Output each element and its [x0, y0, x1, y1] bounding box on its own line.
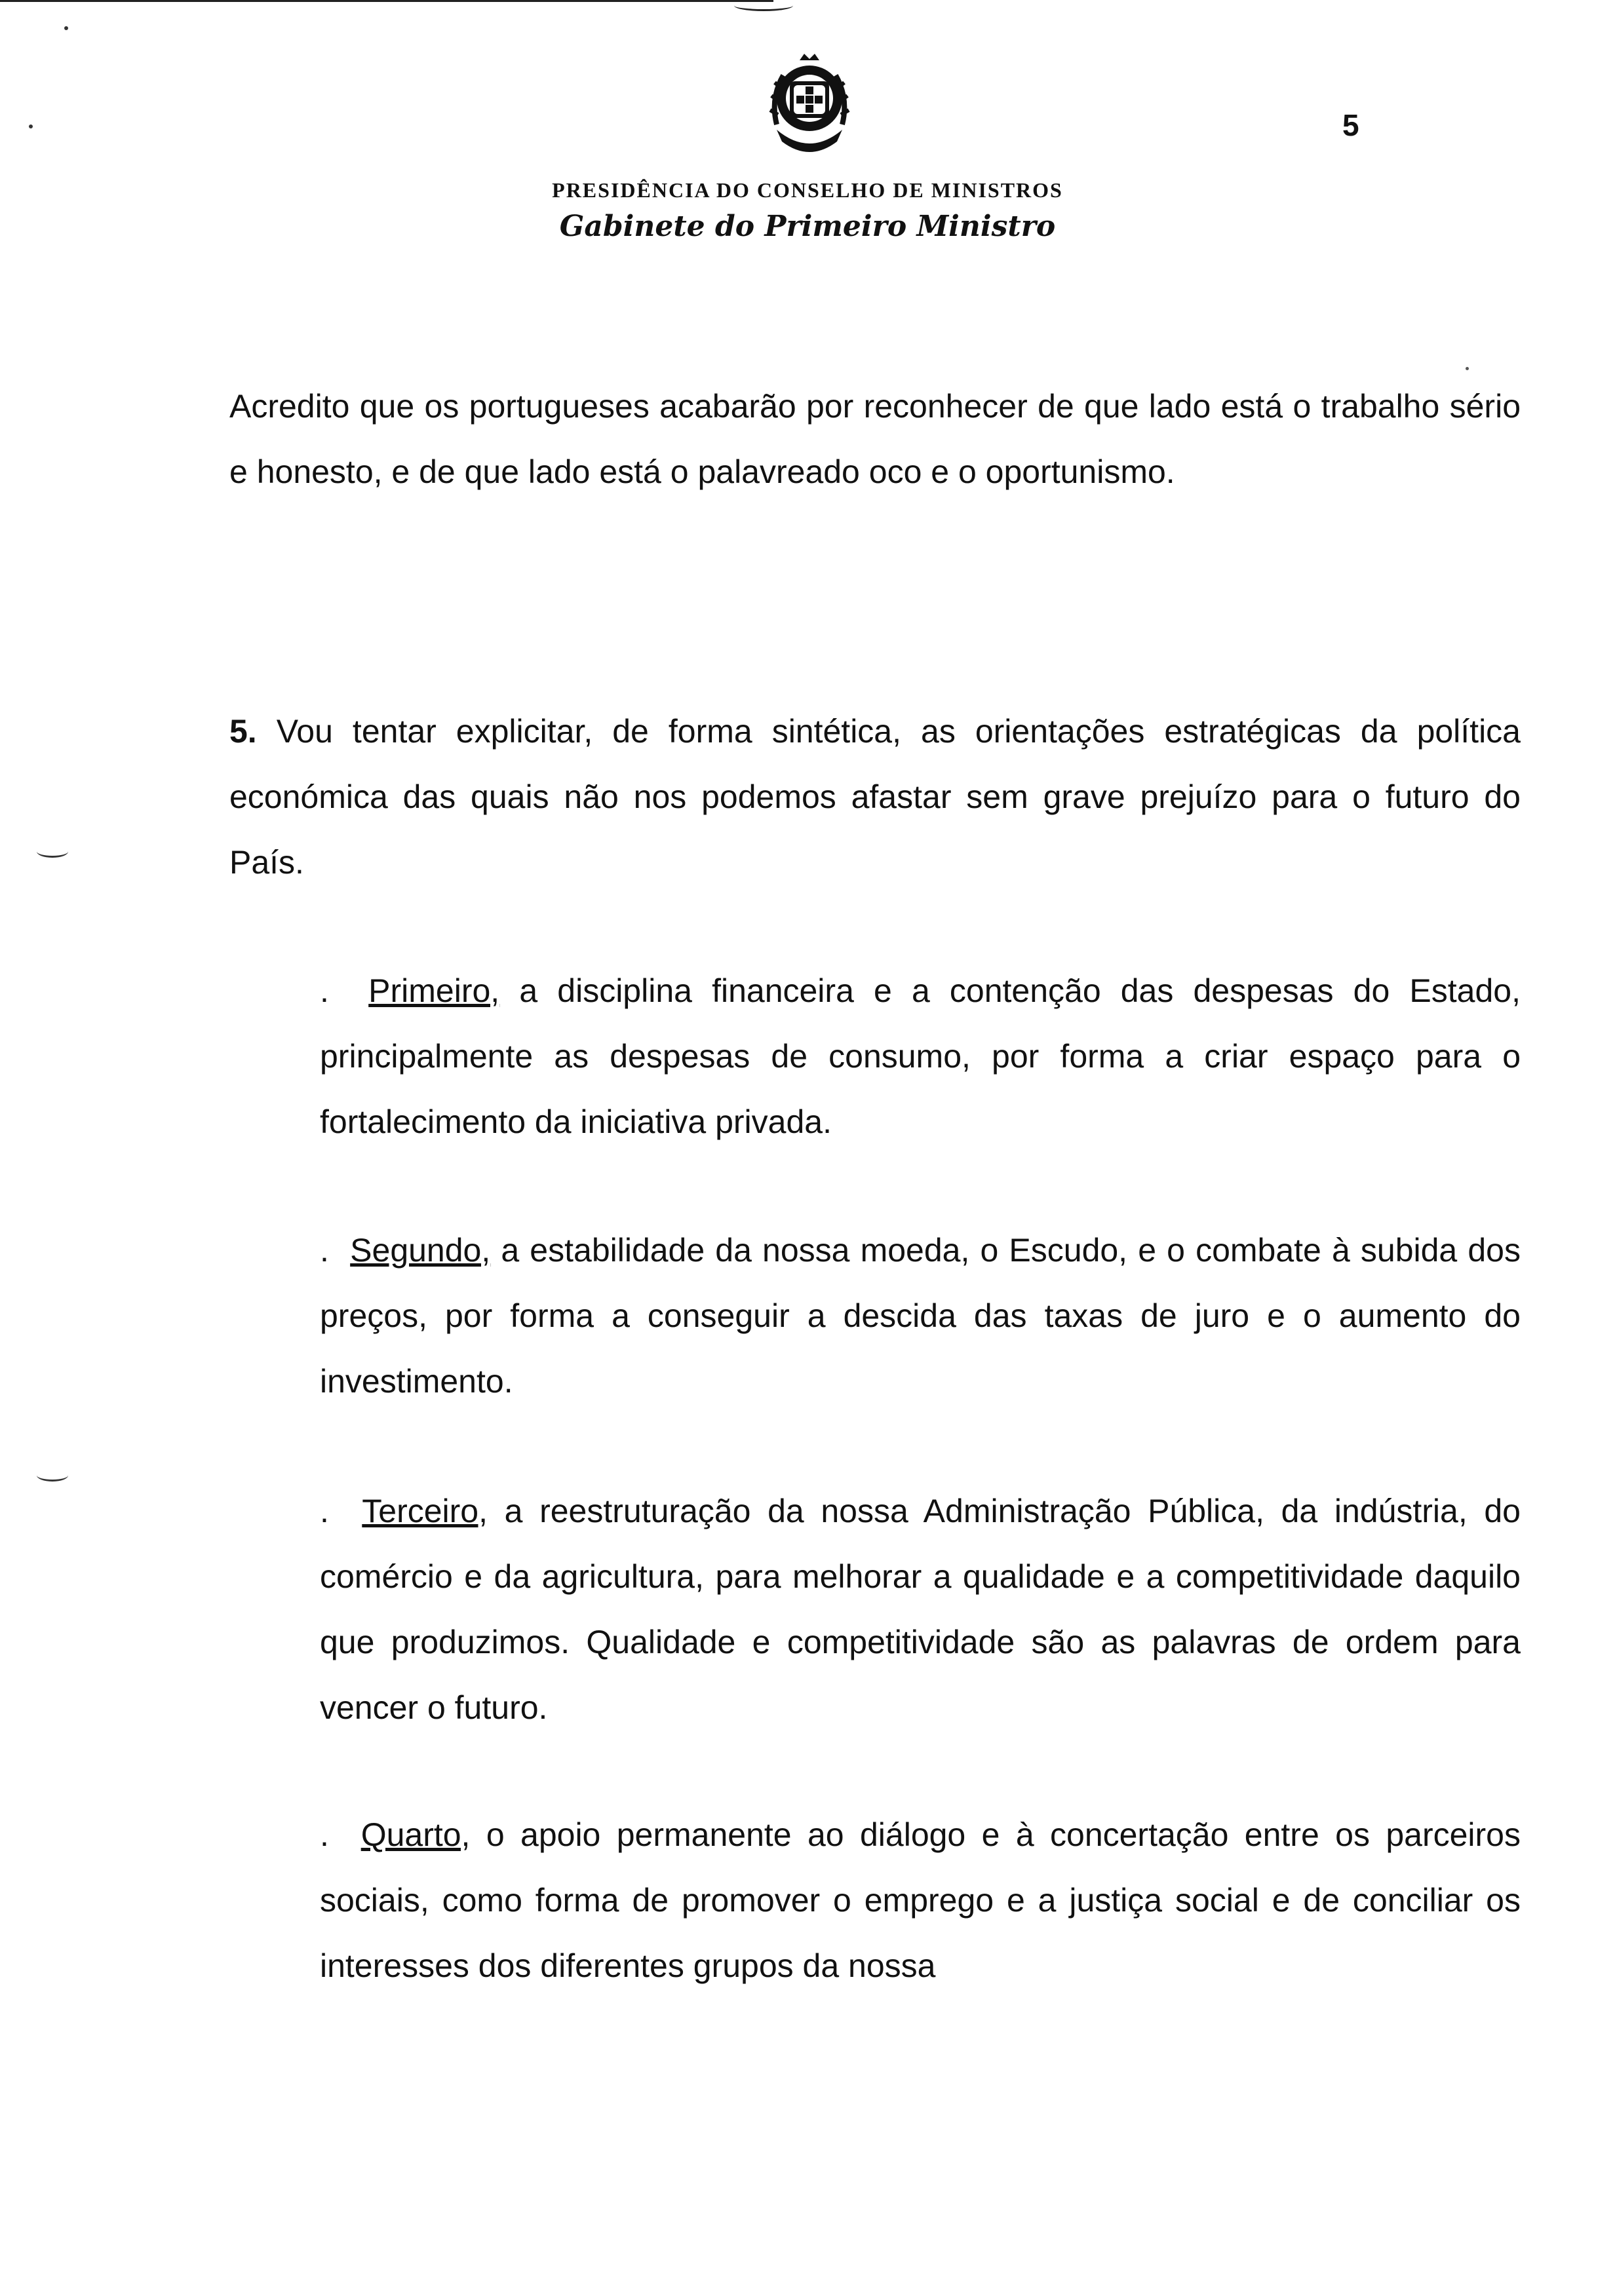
office-name: Gabinete do Primeiro Ministro	[559, 210, 1056, 243]
coat-of-arms-emblem	[764, 52, 855, 164]
list-item-title: Segundo,	[350, 1232, 491, 1269]
institution-name: PRESIDÊNCIA DO CONSELHO DE MINISTROS	[552, 178, 1063, 202]
list-item-text: a estabilidade da nossa moeda, o Escudo, e o combate à subida dos preços, por forma a conseguir a descida das taxas de juro e o aumento do investimento.	[320, 1232, 1521, 1400]
list-bullet: .	[320, 1816, 329, 1853]
scan-speck	[1466, 367, 1469, 370]
list-bullet: .	[320, 1232, 329, 1269]
list-item-text: o apoio permanente ao diálogo e à concertação entre os parceiros sociais, como forma de promover o emprego e a justiça social e de conciliar os interesses dos diferentes grupos da nossa	[320, 1816, 1521, 1984]
scan-edge-line	[0, 0, 773, 2]
list-item-primeiro	[320, 958, 1521, 1155]
list-bullet: .	[320, 972, 329, 1009]
paragraph-point-5	[229, 698, 1521, 895]
list-item-text: a reestruturação da nossa Administração Pública, da indústria, do comércio e da agricultura, para melhorar a qualidade e a competitividade daquilo que produzimos. Qualidade e competitividade são as palavras de ordem para vencer o futuro.	[320, 1493, 1521, 1726]
list-bullet: .	[320, 1493, 329, 1529]
margin-mark	[37, 1469, 68, 1482]
list-item-title: Terceiro,	[362, 1493, 488, 1529]
paragraph-intro: Acredito que os portugueses acabarão por reconhecer de que lado está o trabalho sério e honesto, e de que lado está o palavreado oco e o oportunismo.	[229, 388, 1521, 490]
list-item-terceiro	[320, 1478, 1521, 1740]
list-item-segundo	[320, 1217, 1521, 1414]
page-number: 5	[1342, 108, 1359, 142]
list-item-quarto	[320, 1802, 1521, 1999]
letterhead	[0, 39, 1615, 288]
list-item-title: Primeiro,	[368, 972, 500, 1009]
scan-speck	[64, 26, 68, 30]
list-item-title: Quarto,	[360, 1816, 471, 1853]
point-number: 5.	[229, 713, 257, 750]
point-text: Vou tentar explicitar, de forma sintética, as orientações estratégicas da política económica das quais não nos podemos afastar sem grave prejuízo para o futuro do País.	[229, 713, 1521, 881]
list-item-text: a disciplina financeira e a contenção das despesas do Estado, principalmente as despesas de consumo, por forma a criar espaço para o fortalecimento da iniciativa privada.	[320, 972, 1521, 1140]
scan-edge-curve	[734, 0, 793, 11]
margin-mark	[37, 845, 68, 858]
